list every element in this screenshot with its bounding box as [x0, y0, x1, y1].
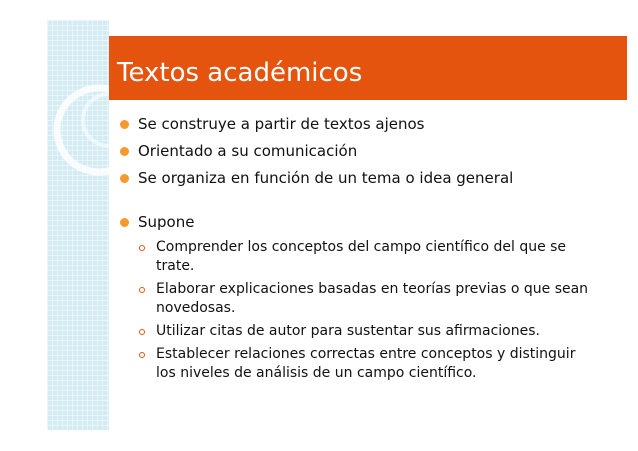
sub-bullet-ring-icon [139, 245, 145, 251]
sub-item-text: Utilizar citas de autor para sustentar sus afirmaciones. [156, 323, 540, 339]
sub-list [119, 238, 589, 383]
sub-item [138, 238, 589, 276]
bullet-text: Supone [138, 213, 195, 231]
bullet-dot-icon [120, 218, 129, 227]
bullet-dot-icon [120, 147, 129, 156]
sub-item-text: Comprender los conceptos del campo científico del que se trate. [156, 239, 567, 274]
sub-item-text: Elaborar explicaciones basadas en teorías previas o que sean novedosas. [156, 281, 589, 316]
sub-item [138, 345, 589, 383]
sub-item [138, 280, 589, 318]
bullet-item [119, 165, 589, 192]
bullet-dot-icon [120, 120, 129, 129]
bullet-text: Se organiza en función de un tema o idea general [138, 169, 514, 187]
bullet-text: Se construye a partir de textos ajenos [138, 115, 425, 133]
bullet-item [119, 138, 589, 165]
bullet-dot-icon [120, 174, 129, 183]
sub-item-text: Establecer relaciones correctas entre conceptos y distinguir los niveles de análisis de un campo científico. [156, 346, 576, 381]
slide [47, 20, 592, 430]
sub-item [138, 322, 589, 341]
bullet-item [119, 111, 589, 138]
sub-bullet-ring-icon [139, 329, 145, 335]
sub-bullet-ring-icon [139, 352, 145, 358]
slide-title: Textos académicos [117, 58, 363, 88]
spacer [119, 192, 589, 209]
sub-bullet-ring-icon [139, 287, 145, 293]
bullet-text: Orientado a su comunicación [138, 142, 358, 160]
slide-body [119, 111, 589, 387]
bullet-item-supone [119, 209, 589, 236]
